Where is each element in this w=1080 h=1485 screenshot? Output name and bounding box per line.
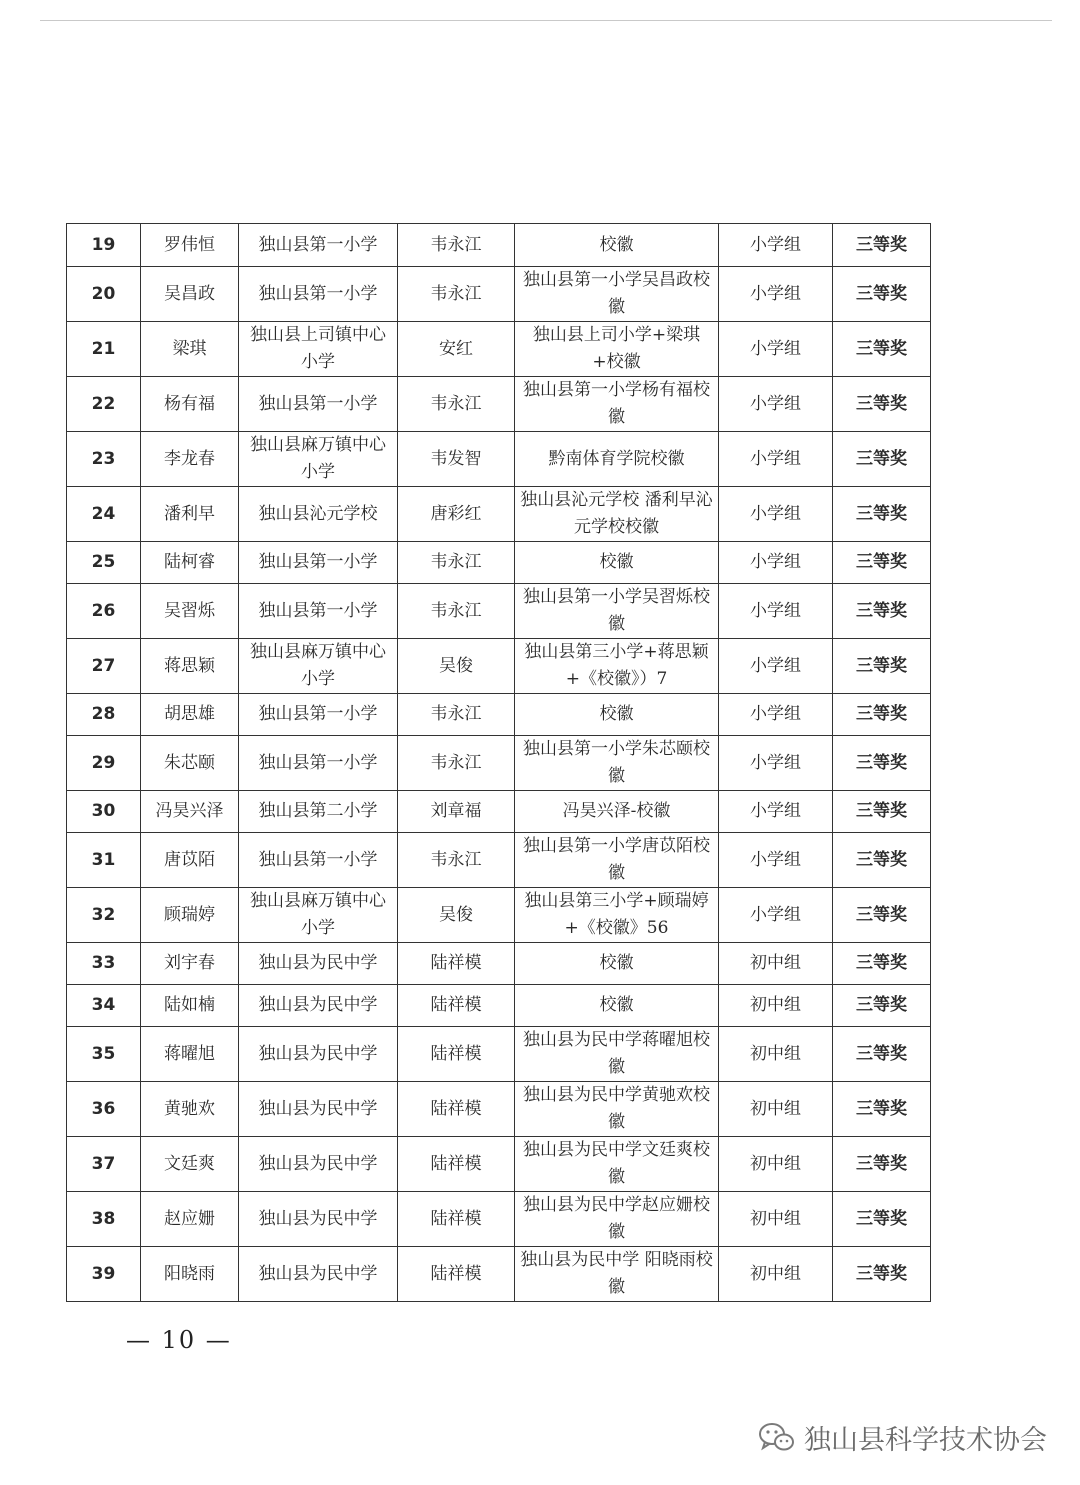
student-name: 蒋曜旭 xyxy=(141,1027,239,1082)
row-number: 24 xyxy=(67,487,141,542)
school-name: 独山县第一小学 xyxy=(239,377,398,432)
award-level: 三等奖 xyxy=(833,639,931,694)
table-row xyxy=(67,267,931,322)
school-name: 独山县为民中学 xyxy=(239,1082,398,1137)
student-name: 阳晓雨 xyxy=(141,1247,239,1302)
student-name: 梁琪 xyxy=(141,322,239,377)
award-level: 三等奖 xyxy=(833,1082,931,1137)
group-category: 初中组 xyxy=(719,1192,833,1247)
table-row xyxy=(67,639,931,694)
work-title: 校徽 xyxy=(515,943,719,985)
school-name: 独山县第一小学 xyxy=(239,736,398,791)
row-number: 21 xyxy=(67,322,141,377)
row-number: 38 xyxy=(67,1192,141,1247)
school-name: 独山县第二小学 xyxy=(239,791,398,833)
school-name: 独山县为民中学 xyxy=(239,1247,398,1302)
award-level: 三等奖 xyxy=(833,888,931,943)
table-row xyxy=(67,377,931,432)
work-title: 独山县第一小学吴昌政校徽 xyxy=(515,267,719,322)
table-row xyxy=(67,1192,931,1247)
wechat-icon xyxy=(758,1422,796,1454)
award-level: 三等奖 xyxy=(833,833,931,888)
student-name: 朱芯颐 xyxy=(141,736,239,791)
school-name: 独山县麻万镇中心小学 xyxy=(239,888,398,943)
table-row xyxy=(67,322,931,377)
work-title: 独山县沁元学校 潘利早沁元学校校徽 xyxy=(515,487,719,542)
student-name: 罗伟恒 xyxy=(141,224,239,267)
group-category: 初中组 xyxy=(719,1082,833,1137)
teacher-name: 陆祥模 xyxy=(398,1192,515,1247)
work-title: 校徽 xyxy=(515,985,719,1027)
student-name: 吴昌政 xyxy=(141,267,239,322)
teacher-name: 陆祥模 xyxy=(398,1247,515,1302)
table-row xyxy=(67,487,931,542)
group-category: 小学组 xyxy=(719,694,833,736)
teacher-name: 韦永江 xyxy=(398,224,515,267)
teacher-name: 陆祥模 xyxy=(398,943,515,985)
award-level: 三等奖 xyxy=(833,1027,931,1082)
school-name: 独山县为民中学 xyxy=(239,1137,398,1192)
teacher-name: 韦永江 xyxy=(398,694,515,736)
teacher-name: 陆祥模 xyxy=(398,985,515,1027)
row-number: 31 xyxy=(67,833,141,888)
school-name: 独山县为民中学 xyxy=(239,1027,398,1082)
teacher-name: 陆祥模 xyxy=(398,1082,515,1137)
row-number: 26 xyxy=(67,584,141,639)
teacher-name: 韦永江 xyxy=(398,377,515,432)
teacher-name: 韦发智 xyxy=(398,432,515,487)
work-title: 独山县第一小学吴習烁校徽 xyxy=(515,584,719,639)
award-level: 三等奖 xyxy=(833,542,931,584)
student-name: 冯昊兴泽 xyxy=(141,791,239,833)
teacher-name: 韦永江 xyxy=(398,584,515,639)
school-name: 独山县为民中学 xyxy=(239,985,398,1027)
table-row xyxy=(67,736,931,791)
table-row xyxy=(67,694,931,736)
group-category: 小学组 xyxy=(719,224,833,267)
row-number: 32 xyxy=(67,888,141,943)
row-number: 28 xyxy=(67,694,141,736)
school-name: 独山县为民中学 xyxy=(239,943,398,985)
award-level: 三等奖 xyxy=(833,224,931,267)
award-level: 三等奖 xyxy=(833,322,931,377)
row-number: 33 xyxy=(67,943,141,985)
school-name: 独山县第一小学 xyxy=(239,267,398,322)
teacher-name: 刘章福 xyxy=(398,791,515,833)
row-number: 30 xyxy=(67,791,141,833)
row-number: 35 xyxy=(67,1027,141,1082)
table-row xyxy=(67,1137,931,1192)
student-name: 赵应姗 xyxy=(141,1192,239,1247)
award-level: 三等奖 xyxy=(833,584,931,639)
row-number: 20 xyxy=(67,267,141,322)
group-category: 小学组 xyxy=(719,542,833,584)
award-level: 三等奖 xyxy=(833,694,931,736)
student-name: 胡思雄 xyxy=(141,694,239,736)
group-category: 初中组 xyxy=(719,943,833,985)
group-category: 初中组 xyxy=(719,1137,833,1192)
work-title: 独山县第三小学+顾瑞婷+《校徽》56 xyxy=(515,888,719,943)
group-category: 小学组 xyxy=(719,736,833,791)
group-category: 小学组 xyxy=(719,833,833,888)
school-name: 独山县沁元学校 xyxy=(239,487,398,542)
work-title: 独山县第一小学唐苡陌校徽 xyxy=(515,833,719,888)
table-row xyxy=(67,542,931,584)
group-category: 小学组 xyxy=(719,584,833,639)
table-row xyxy=(67,1082,931,1137)
source-watermark xyxy=(758,1418,1047,1457)
row-number: 19 xyxy=(67,224,141,267)
student-name: 唐苡陌 xyxy=(141,833,239,888)
student-name: 陆柯睿 xyxy=(141,542,239,584)
award-level: 三等奖 xyxy=(833,487,931,542)
student-name: 李龙春 xyxy=(141,432,239,487)
school-name: 独山县麻万镇中心小学 xyxy=(239,639,398,694)
awards-table xyxy=(66,223,931,1302)
teacher-name: 韦永江 xyxy=(398,736,515,791)
row-number: 27 xyxy=(67,639,141,694)
group-category: 初中组 xyxy=(719,1247,833,1302)
work-title: 校徽 xyxy=(515,694,719,736)
award-level: 三等奖 xyxy=(833,267,931,322)
student-name: 吴習烁 xyxy=(141,584,239,639)
table-row xyxy=(67,888,931,943)
group-category: 小学组 xyxy=(719,639,833,694)
teacher-name: 韦永江 xyxy=(398,542,515,584)
school-name: 独山县第一小学 xyxy=(239,694,398,736)
school-name: 独山县第一小学 xyxy=(239,224,398,267)
table-row xyxy=(67,224,931,267)
award-level: 三等奖 xyxy=(833,1137,931,1192)
student-name: 潘利早 xyxy=(141,487,239,542)
group-category: 小学组 xyxy=(719,888,833,943)
row-number: 29 xyxy=(67,736,141,791)
award-level: 三等奖 xyxy=(833,377,931,432)
row-number: 39 xyxy=(67,1247,141,1302)
award-level: 三等奖 xyxy=(833,736,931,791)
group-category: 初中组 xyxy=(719,985,833,1027)
teacher-name: 陆祥模 xyxy=(398,1137,515,1192)
top-divider xyxy=(40,20,1052,21)
group-category: 初中组 xyxy=(719,1027,833,1082)
award-level: 三等奖 xyxy=(833,943,931,985)
work-title: 冯昊兴泽-校徽 xyxy=(515,791,719,833)
award-level: 三等奖 xyxy=(833,791,931,833)
row-number: 37 xyxy=(67,1137,141,1192)
teacher-name: 安红 xyxy=(398,322,515,377)
work-title: 校徽 xyxy=(515,542,719,584)
table-row xyxy=(67,432,931,487)
watermark-text: 独山县科学技术协会 xyxy=(804,1425,1047,1456)
award-level: 三等奖 xyxy=(833,1192,931,1247)
group-category: 小学组 xyxy=(719,267,833,322)
group-category: 小学组 xyxy=(719,487,833,542)
school-name: 独山县麻万镇中心小学 xyxy=(239,432,398,487)
row-number: 36 xyxy=(67,1082,141,1137)
student-name: 黄驰欢 xyxy=(141,1082,239,1137)
page-number: — 10 — xyxy=(126,1326,232,1354)
row-number: 23 xyxy=(67,432,141,487)
student-name: 杨有福 xyxy=(141,377,239,432)
table-row xyxy=(67,584,931,639)
group-category: 小学组 xyxy=(719,432,833,487)
row-number: 25 xyxy=(67,542,141,584)
teacher-name: 韦永江 xyxy=(398,267,515,322)
work-title: 黔南体育学院校徽 xyxy=(515,432,719,487)
teacher-name: 唐彩红 xyxy=(398,487,515,542)
row-number: 22 xyxy=(67,377,141,432)
school-name: 独山县上司镇中心小学 xyxy=(239,322,398,377)
student-name: 文廷爽 xyxy=(141,1137,239,1192)
group-category: 小学组 xyxy=(719,322,833,377)
group-category: 小学组 xyxy=(719,377,833,432)
work-title: 独山县为民中学赵应姗校徽 xyxy=(515,1192,719,1247)
school-name: 独山县第一小学 xyxy=(239,542,398,584)
award-level: 三等奖 xyxy=(833,432,931,487)
work-title: 独山县为民中学 阳晓雨校徽 xyxy=(515,1247,719,1302)
table-row xyxy=(67,791,931,833)
work-title: 独山县为民中学文廷爽校徽 xyxy=(515,1137,719,1192)
school-name: 独山县为民中学 xyxy=(239,1192,398,1247)
table-row xyxy=(67,943,931,985)
table-row xyxy=(67,833,931,888)
teacher-name: 韦永江 xyxy=(398,833,515,888)
table-row xyxy=(67,1247,931,1302)
group-category: 小学组 xyxy=(719,791,833,833)
row-number: 34 xyxy=(67,985,141,1027)
award-level: 三等奖 xyxy=(833,985,931,1027)
work-title: 校徽 xyxy=(515,224,719,267)
work-title: 独山县第一小学杨有福校徽 xyxy=(515,377,719,432)
student-name: 蒋思颖 xyxy=(141,639,239,694)
school-name: 独山县第一小学 xyxy=(239,584,398,639)
student-name: 陆如楠 xyxy=(141,985,239,1027)
work-title: 独山县第三小学+蒋思颖+《校徽》）7 xyxy=(515,639,719,694)
work-title: 独山县为民中学黄驰欢校徽 xyxy=(515,1082,719,1137)
award-level: 三等奖 xyxy=(833,1247,931,1302)
table-row xyxy=(67,985,931,1027)
student-name: 刘宇春 xyxy=(141,943,239,985)
school-name: 独山县第一小学 xyxy=(239,833,398,888)
work-title: 独山县为民中学蒋曜旭校徽 xyxy=(515,1027,719,1082)
teacher-name: 吴俊 xyxy=(398,888,515,943)
work-title: 独山县上司小学+梁琪+校徽 xyxy=(515,322,719,377)
teacher-name: 陆祥模 xyxy=(398,1027,515,1082)
student-name: 顾瑞婷 xyxy=(141,888,239,943)
teacher-name: 吴俊 xyxy=(398,639,515,694)
table-row xyxy=(67,1027,931,1082)
work-title: 独山县第一小学朱芯颐校徽 xyxy=(515,736,719,791)
